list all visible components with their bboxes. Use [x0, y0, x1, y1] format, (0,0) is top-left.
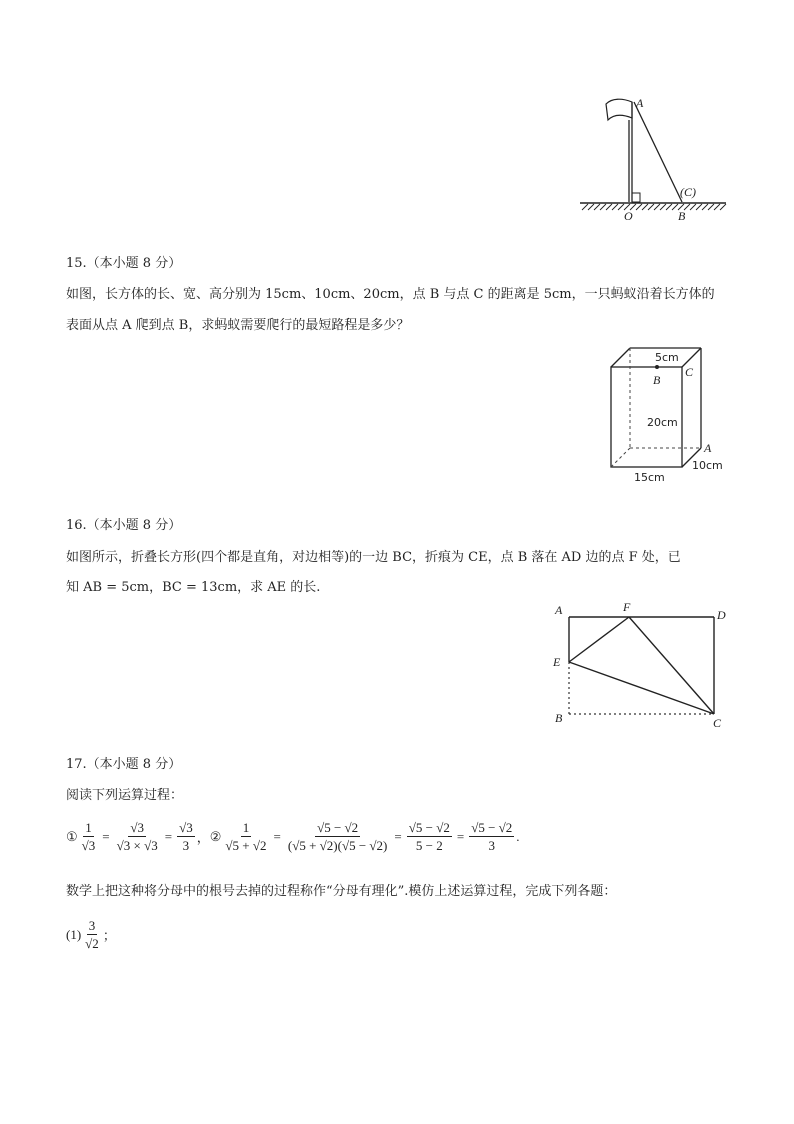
label-20cm: 20cm — [647, 416, 678, 429]
q16-line2: 知 AB = 5cm，BC = 13cm，求 AE 的长. — [66, 580, 321, 595]
q17-explain: 数学上把这种将分母中的根号去掉的过程称作“分母有理化”.模仿上述运算过程，完成下列各题： — [66, 884, 617, 899]
label-a: A — [555, 603, 563, 617]
eq2-frac1: $\frac{1}{√5 + √2}$ — [225, 820, 267, 853]
label-c: (C) — [680, 185, 696, 199]
eq1-marker: ① — [66, 828, 78, 844]
q17-heading: 17.（本小题 8 分） — [66, 757, 182, 772]
q17-equation-line: ① $\frac{1}{√3}$ = $\frac{√3}{√3 \times √3}$ = $\frac{√3}{3}$ ， ② $\frac{1}{√5 + √2}$ = $\frac{√5 - √2}{(√5 + √2)(√5 - √2)}$ = $\frac{√5 - √2}{5 - 2}$ = $\frac{√5 - √2}{3}$ . — [66, 820, 520, 853]
label-o: O — [624, 209, 633, 223]
label-b: B — [678, 209, 686, 223]
label-a: A — [636, 96, 644, 110]
eq1-frac2: $\frac{√3}{√3 \times √3}$ — [116, 820, 158, 853]
item1-frac: $\frac{3}{√2}$ — [85, 918, 99, 951]
label-b: B — [653, 373, 661, 387]
label-e: E — [553, 655, 561, 669]
label-b: B — [555, 711, 563, 725]
label-d: D — [717, 608, 726, 622]
rope-line — [634, 102, 682, 202]
label-c: C — [685, 365, 694, 379]
label-15cm: 15cm — [634, 471, 665, 484]
label-5cm: 5cm — [655, 351, 679, 364]
eq2-frac3: $\frac{√5 - √2}{5 - 2}$ — [408, 820, 450, 853]
folded-rectangle-diagram — [548, 598, 734, 730]
label-c: C — [713, 716, 722, 730]
label-a: A — [704, 441, 712, 455]
q17-intro: 阅读下列运算过程： — [66, 788, 184, 803]
label-f: F — [623, 600, 631, 614]
q17-item1: (1) $\frac{3}{√2}$ ； — [66, 918, 116, 951]
item1-marker: (1) — [66, 926, 82, 942]
q15-line1: 如图，长方体的长、宽、高分别为 15cm、10cm、20cm，点 B 与点 C 的距离是 5cm，一只蚂蚁沿着长方体的 — [66, 287, 715, 302]
eq1-frac1: $\frac{1}{√3}$ — [81, 820, 96, 853]
cuboid-diagram — [600, 340, 735, 490]
eq1-frac3: $\frac{√3}{3}$ — [179, 820, 193, 853]
q16-line1: 如图所示，折叠长方形(四个都是直角，对边相等)的一边 BC，折痕为 CE，点 B 落在 AD 边的点 F 处，已 — [66, 550, 681, 565]
eq2-marker: ② — [209, 828, 222, 844]
flagpole-diagram — [570, 92, 730, 224]
q15-heading: 15.（本小题 8 分） — [66, 256, 182, 271]
q15-line2: 表面从点 A 爬到点 B，求蚂蚁需要爬行的最短路程是多少？ — [66, 318, 410, 333]
flag-shape — [606, 99, 632, 120]
label-10cm: 10cm — [692, 459, 723, 472]
q16-heading: 16.（本小题 8 分） — [66, 518, 182, 533]
eq2-frac2: $\frac{√5 - √2}{(√5 + √2)(√5 - √2)}$ — [287, 820, 388, 853]
eq2-frac4: $\frac{√5 - √2}{3}$ — [471, 820, 513, 853]
